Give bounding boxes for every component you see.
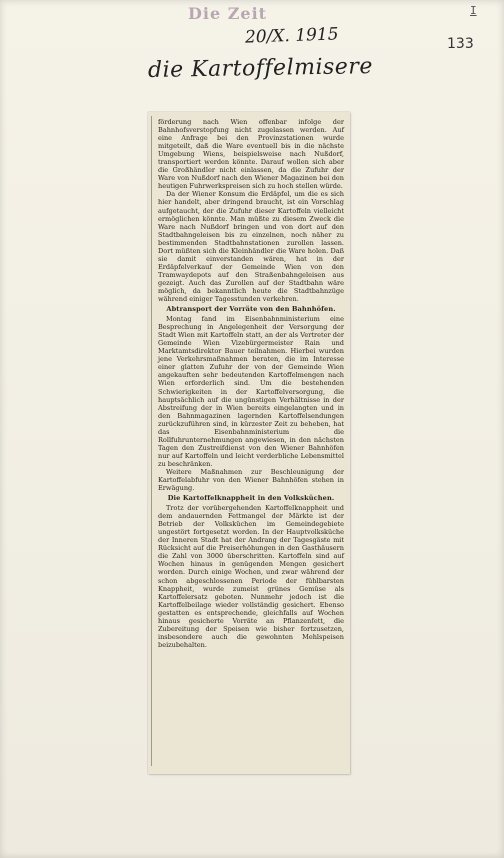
article-paragraph: förderung nach Wien offenbar infolge der Bahnhofsverstopfung nicht zugelassen werden. Auf eine Anfrage bei den Provinzstationen wurde mitgeteilt, daß die Ware eventuell bis in die nächste Umgebung Wiens, beispielsweise nach Nußdorf, transportiert werden könnte. Darauf wollen sich aber die Großhändler nicht einlassen, da die Zufuhr der Ware von Nußdorf nach den Wiener Magazinen bei den heutigen Fuhrwerkspreisen sich zu hoch stellen würde. xyxy=(158,118,344,191)
handwritten-title: die Kartoffelmisere xyxy=(147,54,374,83)
article-paragraph: Weitere Maßnahmen zur Beschleunigung der Kartoffelabfuhr von den Wiener Bahnhöfen stehen in Erwägung. xyxy=(158,467,344,493)
page-number: 133 xyxy=(447,36,474,52)
article-paragraph: Da der Wiener Konsum die Erdäpfel, um die es sich hier handelt, aber dringend braucht, ist ein Vorschlag aufgetaucht, der die Zufuhr dieser Kartoffeln vielleicht ermöglichen könnte. Man müßte zu diesem Zweck die Ware nach Nußdorf bringen und von dort auf den Stadtbahngeleisen bis zu einzelnen, noch näher zu bestimmenden Stadtbahnstationen zurollen lassen. Dort müßten sich die Kleinhändler die Ware holen. Daß sie damit einverstanden wären, hat in der Erdäpfelverkauf der Gemeinde Wien von den Tramwaydepots auf den Straßenbahngeleisen aus gezeigt. Auch das Zurollen auf der Stadtbahn wäre möglich, da bekanntlich heute die Stadtbahnzüge während einiger Tagesstunden verkehren. xyxy=(158,190,344,304)
section-heading: Die Kartoffelknappheit in den Volksküchen. xyxy=(167,494,335,503)
article-column xyxy=(158,118,344,649)
newspaper-stamp: Die Zeit xyxy=(188,4,268,23)
archive-corner-mark: I xyxy=(470,4,477,17)
column-rule xyxy=(151,116,152,766)
handwritten-date: 20/X. 1915 xyxy=(244,24,339,48)
newspaper-clipping xyxy=(148,112,350,774)
section-heading: Abtransport der Vorräte von den Bahnhöfen. xyxy=(166,305,336,314)
article-paragraph: Trotz der vorübergehenden Kartoffelknappheit und dem andauernden Fettmangel der Märkte ist der Betrieb der Volksküchen im Gemeindegebiete ungestört fortgesetzt worden. In der Hauptvolksküche der Inneren Stadt hat der Andrang der Tagesgäste mit Rücksicht auf die Preiserhöhungen in den Gasthäusern die Zahl von 3000 überschritten. Kartoffeln sind auf Wochen hinaus in genügenden Mengen gesichert worden. Durch einige Wochen, und zwar während der schon abgeschlossenen Periode der fühlbarsten Knappheit, wurde zumeist grünes Gemüse als Kartoffelersatz geboten. Nunmehr jedoch ist die Kartoffelbeilage wieder vollständig gesichert. Ebenso gestatten es entsprechende, gleichfalls auf Wochen hinaus gesicherte Vorräte an Pflanzenfett, die Zubereitung der Speisen wie bisher fortzusetzen, insbesondere auch die gewohnten Mehlspeisen beizubehalten. xyxy=(158,504,344,649)
article-paragraph: Montag fand im Eisenbahnministerium eine Besprechung in Angelegenheit der Versorgung der Stadt Wien mit Kartoffeln statt, an der als Vertreter der Gemeinde Wien Vizebürgermeister Rain und Marktamtsdirektor Bauer teilnahmen. Hierbei wurden jene Verkehrsmaßnahmen beraten, die im Interesse einer glatten Zufuhr der von der Gemeinde Wien angekauften sehr bedeutenden Kartoffelmengen nach Wien erforderlich sind. Um die bestehenden Schwierigkeiten in der Kartoffelversorgung, die hauptsächlich auf die ungünstigen Verhältnisse in der Abstreifung der in Wien bereits eingelangten und in den Bahnmagazinen lagernden Kartoffelsendungen zurückzuführen sind, in kürzester Zeit zu beheben, hat das Eisenbahnministerium die Rollfuhrunternehmungen angewiesen, in den nächsten Tagen den Zustreifdienst von den Wiener Bahnhöfen nur auf Kartoffeln und leicht verderbliche Lebensmittel zu beschränken. xyxy=(158,315,344,468)
